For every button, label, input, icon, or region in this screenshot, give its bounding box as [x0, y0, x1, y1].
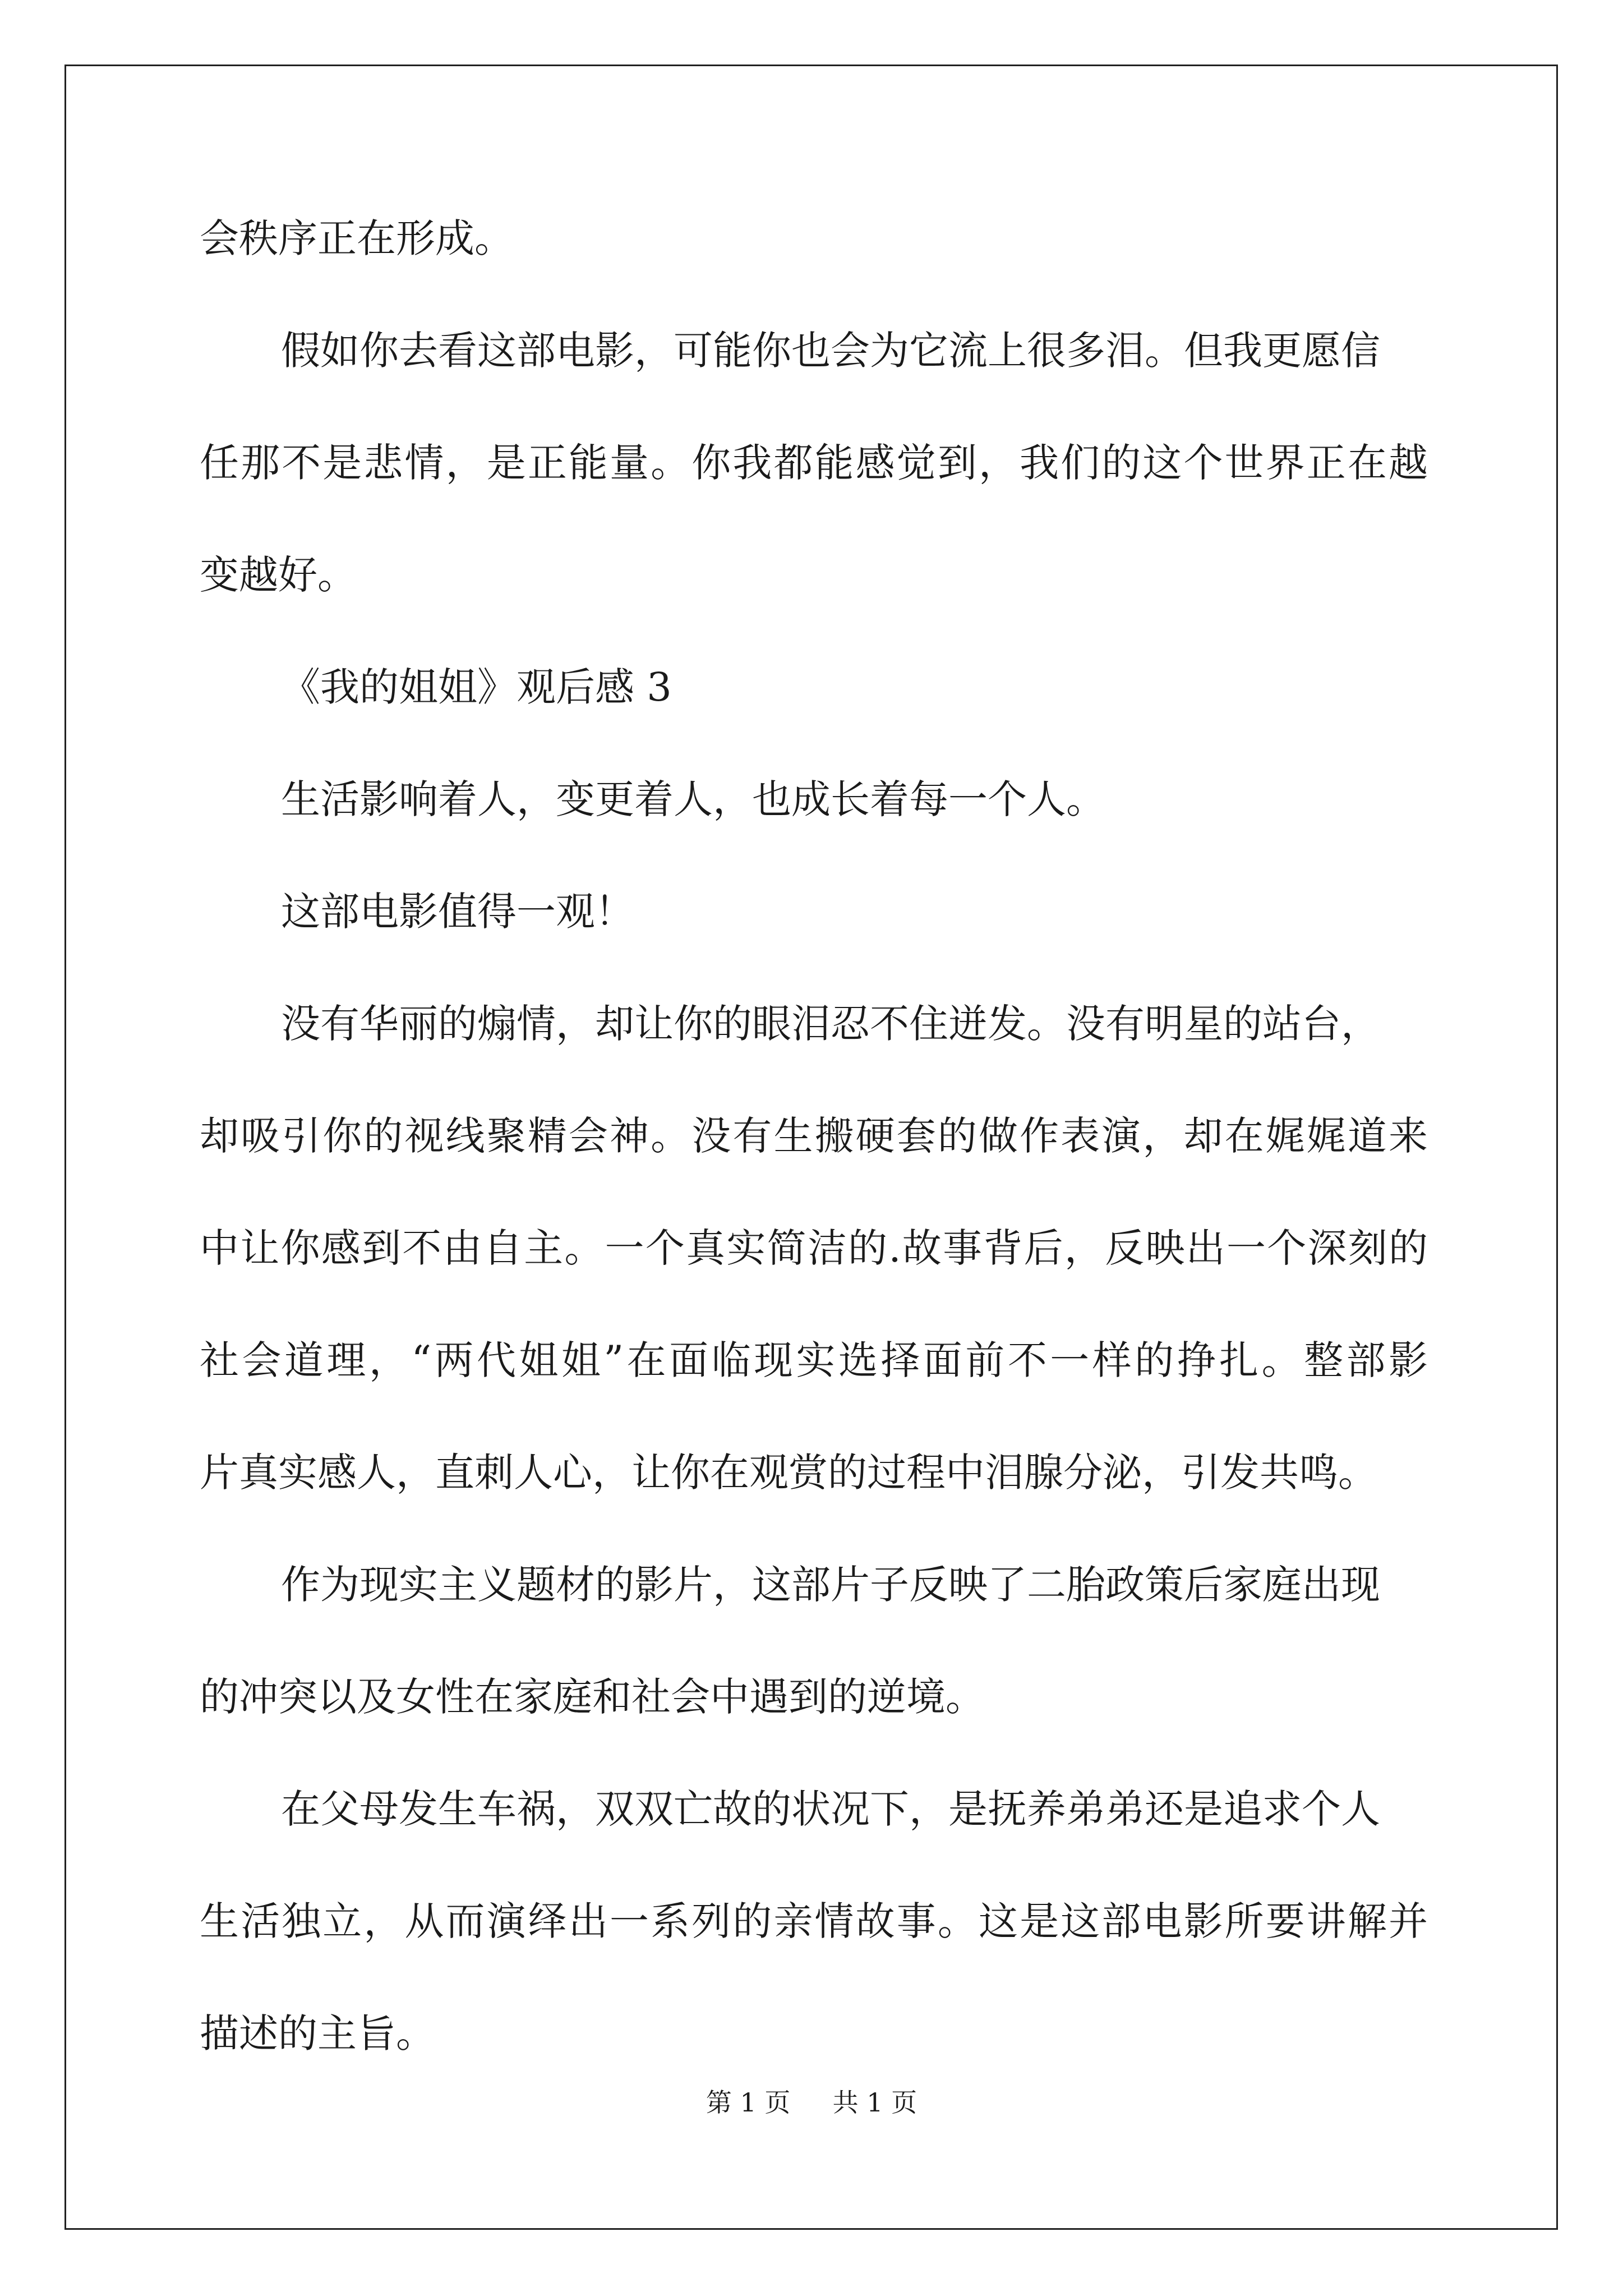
- text-line: 任那不是悲情，是正能量。你我都能感觉到，我们的这个世界正在越: [200, 440, 1428, 486]
- text-line: 却吸引你的视线聚精会神。没有生搬硬套的做作表演，却在娓娓道来: [200, 1113, 1428, 1159]
- text-line: 生活独立，从而演绎出一系列的亲情故事。这是这部电影所要讲解并: [200, 1898, 1428, 1944]
- text-line: 会秩序正在形成。: [200, 215, 514, 261]
- page-footer: [0, 2086, 1623, 2119]
- text-line: 的冲突以及女性在家庭和社会中遇到的逆境。: [200, 1674, 985, 1720]
- text-line: 假如你去看这部电影，可能你也会为它流上很多泪。但我更愿信: [281, 328, 1380, 374]
- text-line: 作为现实主义题材的影片，这部片子反映了二胎政策后家庭出现: [281, 1562, 1380, 1608]
- text-line: 这部电影值得一观！: [281, 889, 634, 935]
- page-number: 第 1 页: [706, 2087, 791, 2118]
- text-line: 描述的主旨。: [200, 2010, 435, 2056]
- page-total: 共 1 页: [832, 2087, 917, 2118]
- text-line: 社会道理，“两代姐姐”在面临现实选择面前不一样的挣扎。整部影: [200, 1337, 1428, 1383]
- text-line: 片真实感人，直刺人心，让你在观赏的过程中泪腺分泌，引发共鸣。: [200, 1450, 1377, 1496]
- text-line: 没有华丽的煽情，却让你的眼泪忍不住迸发。没有明星的站台，: [281, 1001, 1380, 1047]
- text-line: 变越好。: [200, 552, 357, 598]
- text-line: 在父母发生车祸，双双亡故的状况下，是抚养弟弟还是追求个人: [281, 1786, 1380, 1832]
- text-line: 生活影响着人，变更着人，也成长着每一个人。: [281, 776, 1105, 822]
- section-heading: 《我的姐姐》观后感 3: [281, 664, 672, 710]
- text-line: 中让你感到不由自主。一个真实简洁的.故事背后，反映出一个深刻的: [200, 1225, 1428, 1271]
